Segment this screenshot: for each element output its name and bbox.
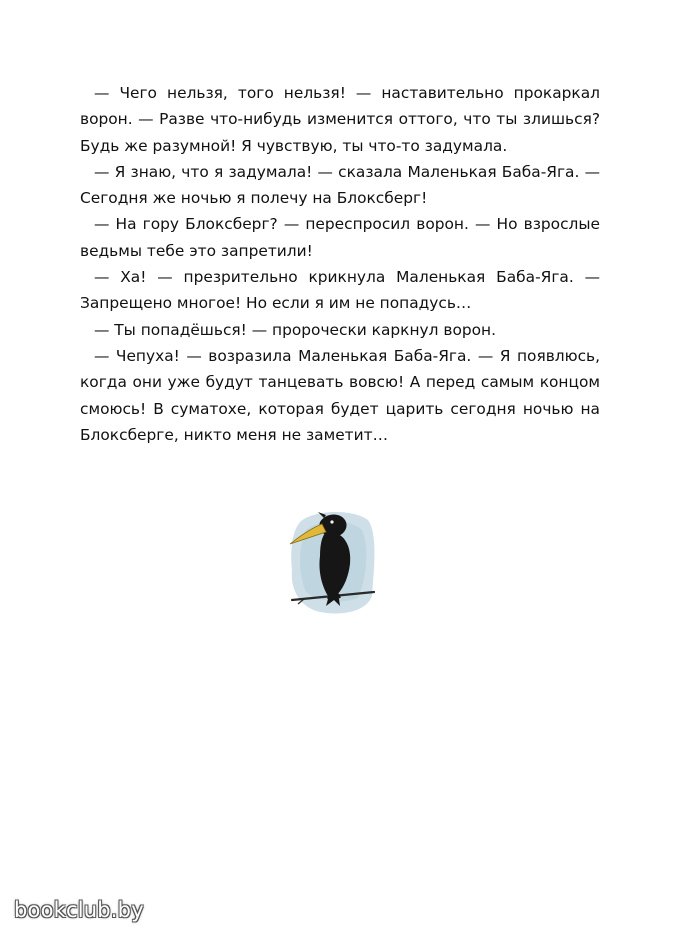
paragraph: — На гору Блоксберг? — переспросил ворон. — Но взрослые ведьмы тебе это запретили! bbox=[80, 215, 600, 260]
paragraph: — Ха! — презрительно крикнула Маленькая Баба-Яга. — Запрещено многое! Но если я им не попадусь… bbox=[80, 268, 600, 313]
story-text bbox=[80, 80, 600, 448]
raven-eye bbox=[330, 520, 333, 523]
paragraph: — Я знаю, что я задумала! — сказала Маленькая Баба-Яга. — Сегодня же ночью я полечу на Блоксберг! bbox=[80, 162, 600, 208]
paragraph: — Чего нельзя, того нельзя! — наставительно прокаркал ворон. — Разве что-нибудь изменится оттого, что ты злишься? Будь же разумной! Я чувствую, ты что-то задумала. bbox=[80, 84, 600, 155]
paragraph: — Чепуха! — возразила Маленькая Баба-Яга. — Я появлюсь, когда они уже будут танцевать вовсю! А перед самым концом смоюсь! В суматохе, которая будет царить сегодня ночью на Блоксберге, никто меня не заметит… bbox=[80, 346, 600, 444]
watermark: bookclub.by bbox=[14, 898, 144, 922]
raven-illustration bbox=[282, 500, 382, 620]
paragraph: — Ты попадёшься! — пророчески каркнул ворон. bbox=[94, 320, 496, 339]
